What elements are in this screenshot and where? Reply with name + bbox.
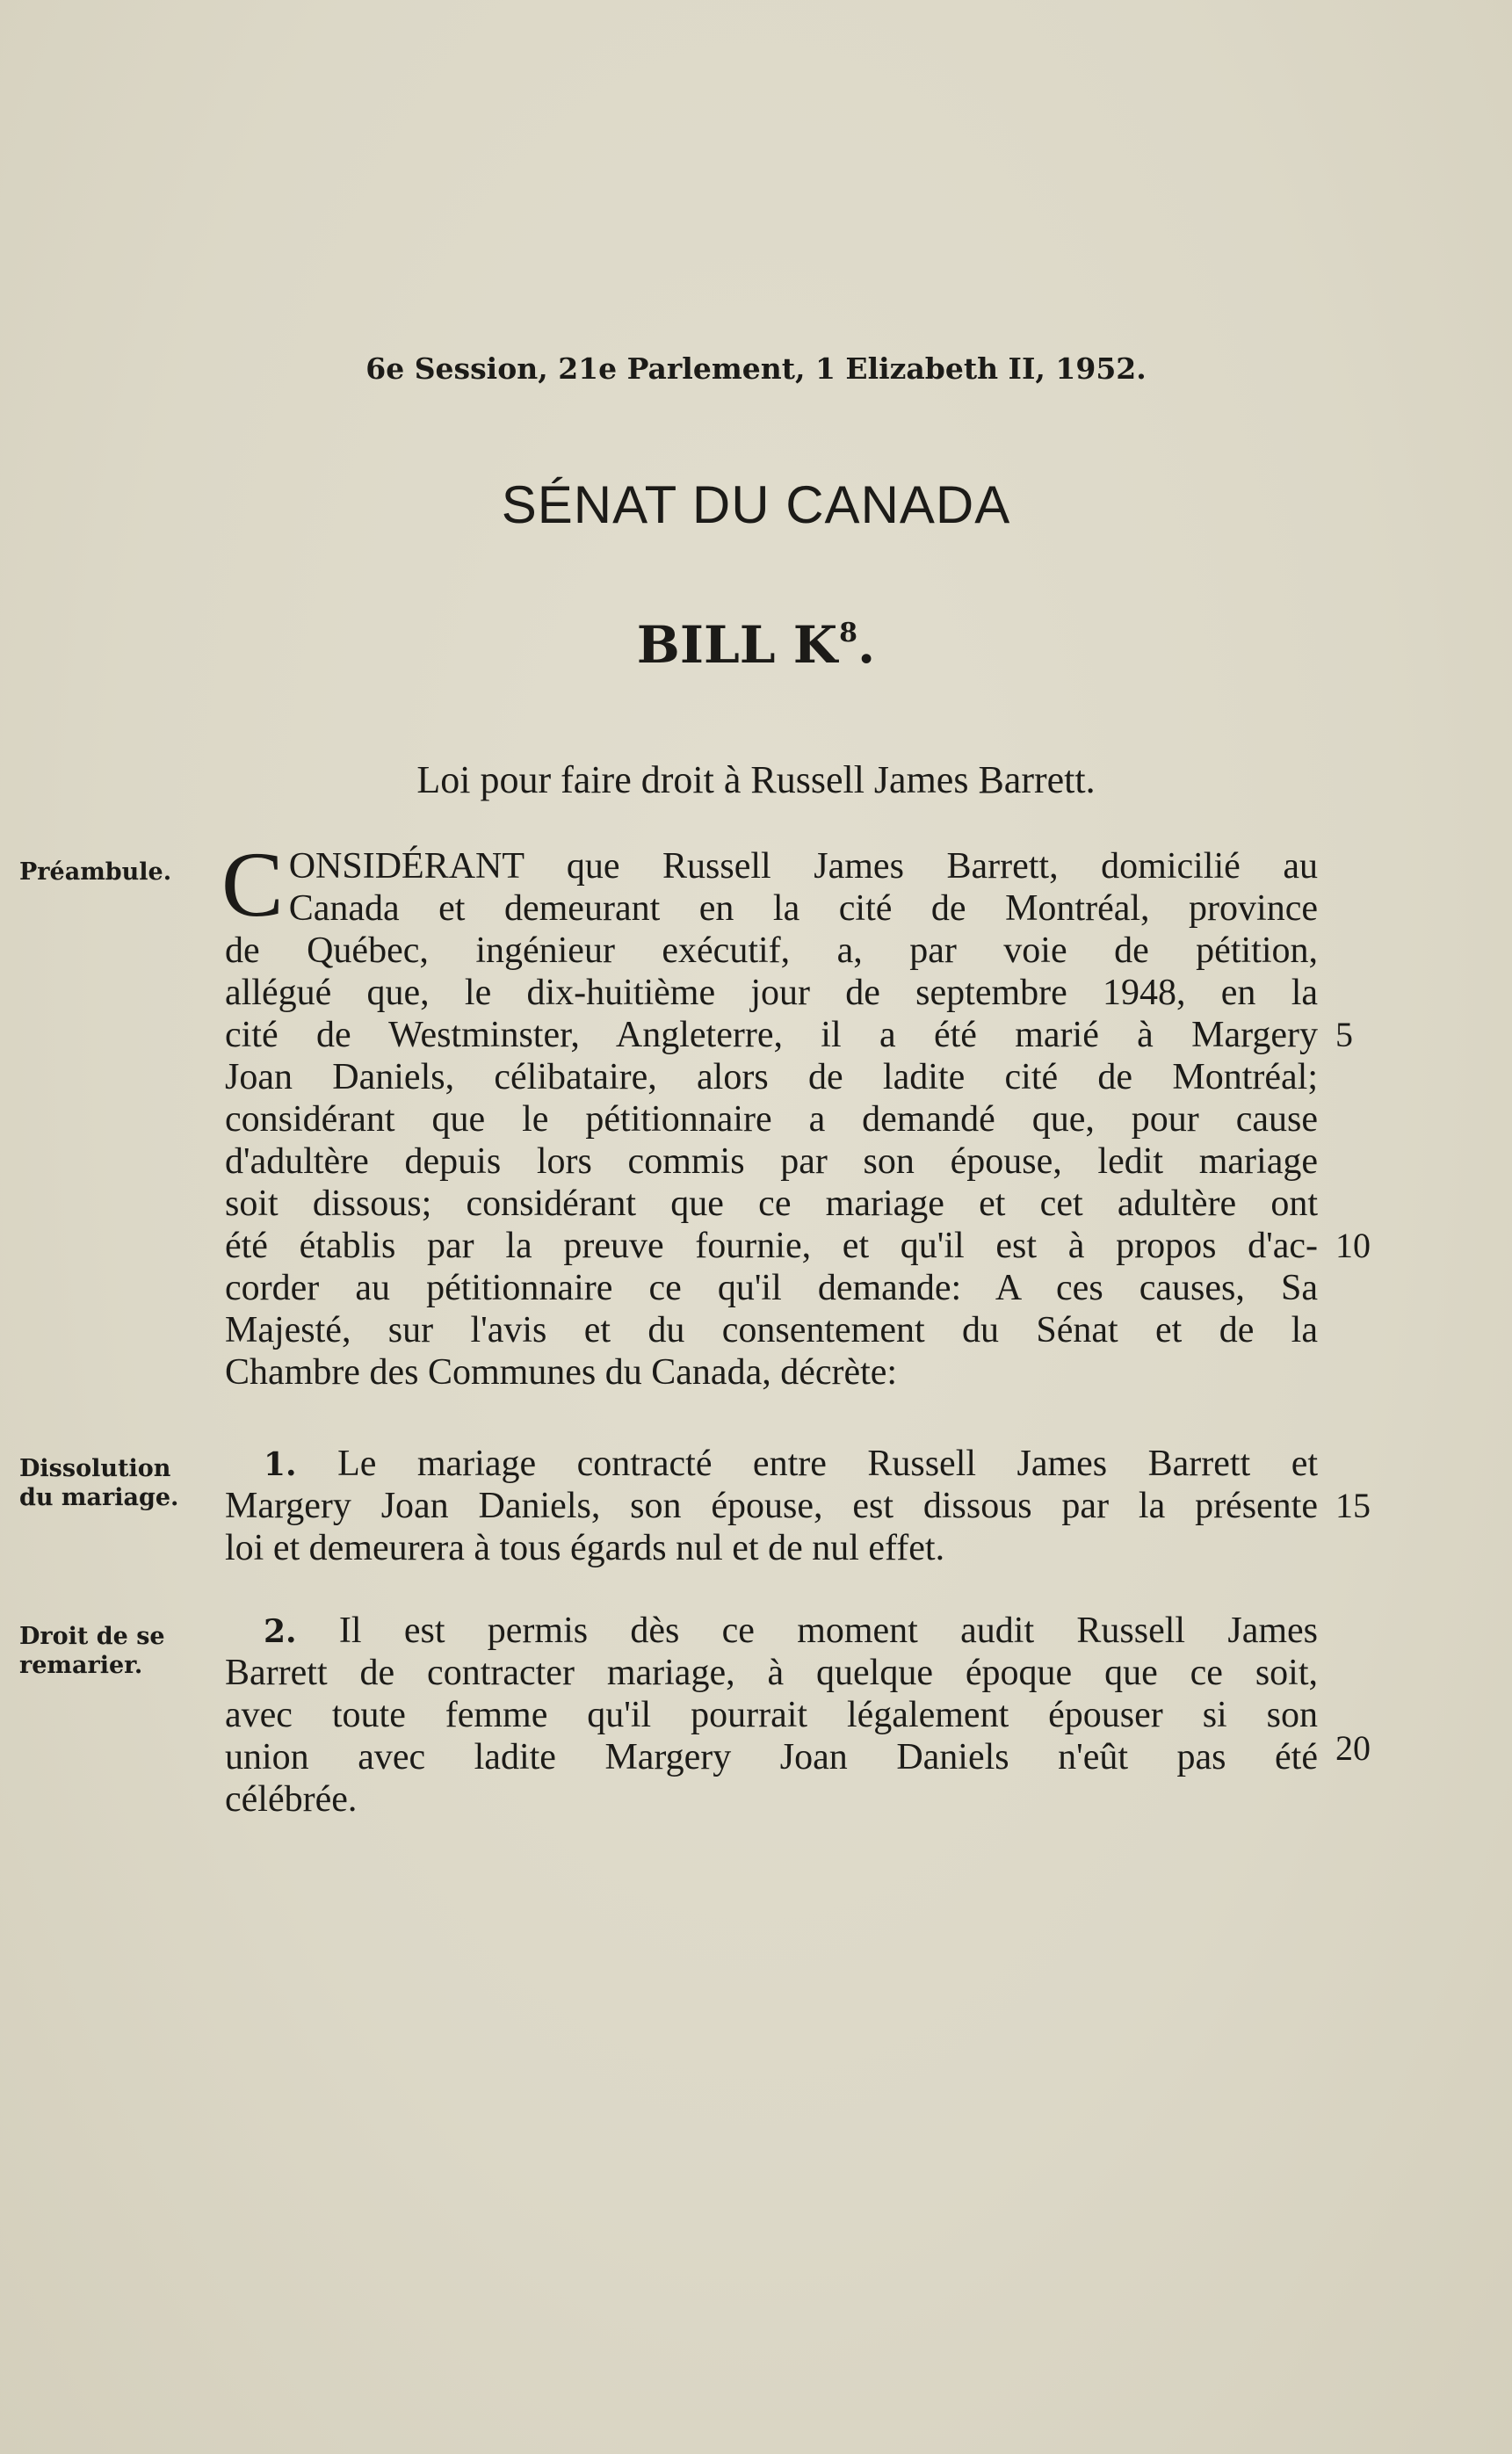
margin-note-line: Dissolution <box>19 1455 171 1482</box>
line-number: 10 <box>1335 1226 1371 1265</box>
margin-note-dissolution <box>19 1454 204 1512</box>
section-1-line: Margery Joan Daniels, son épouse, est dissous par la présente <box>225 1486 1318 1526</box>
bill-title <box>0 615 1512 675</box>
preamble-line: d'adultère depuis lors commis par son épouse, ledit mariage <box>225 1141 1318 1182</box>
bill-superscript: 8 <box>839 618 857 648</box>
preamble-line: Chambre des Communes du Canada, décrète: <box>225 1352 898 1393</box>
line-number: 5 <box>1335 1015 1353 1054</box>
section-1-line <box>264 1443 1318 1486</box>
preamble-line: considérant que le pétitionnaire a demandé que, pour cause <box>225 1099 1318 1140</box>
section-1-line: loi et demeurera à tous égards nul et de nul effet. <box>225 1528 945 1568</box>
section-2-line: célébrée. <box>225 1779 358 1820</box>
preamble-line: Joan Daniels, célibataire, alors de ladite cité de Montréal; <box>225 1057 1318 1097</box>
preamble-line: été établis par la preuve fournie, et qu'il est à propos d'ac- <box>225 1226 1318 1266</box>
bill-prefix: BILL K <box>636 615 838 675</box>
session-header: 6e Session, 21e Parlement, 1 Elizabeth II, 1952. <box>365 351 1147 386</box>
section-2-line: union avec ladite Margery Joan Daniels n'eût pas été <box>225 1737 1318 1777</box>
margin-note-line: Droit de se <box>19 1623 165 1650</box>
bill-long-title: Loi pour faire droit à Russell James Barrett. <box>416 758 1096 801</box>
preamble-line: Majesté, sur l'avis et du consentement du Sénat et de la <box>225 1310 1318 1350</box>
preamble-line: corder au pétitionnaire ce qu'il demande: A ces causes, Sa <box>225 1268 1318 1308</box>
preamble-line: allégué que, le dix-huitième jour de septembre 1948, en la <box>225 973 1318 1013</box>
margin-note-preamble: Préambule. <box>19 858 172 886</box>
margin-note-remarry <box>19 1622 204 1680</box>
section-2-line: avec toute femme qu'il pourrait légalement épouser si son <box>225 1695 1318 1735</box>
section-1-text: Le mariage contracté entre Russell James Barrett et <box>337 1444 1319 1484</box>
preamble-line: de Québec, ingénieur exécutif, a, par voie de pétition, <box>225 930 1318 971</box>
section-2-line: Barrett de contracter mariage, à quelque époque que ce soit, <box>225 1653 1318 1693</box>
preamble-line: cité de Westminster, Angleterre, il a été marié à Margery <box>225 1015 1318 1055</box>
section-number: 2. <box>264 1613 297 1650</box>
section-2-line <box>264 1610 1318 1653</box>
line-number: 15 <box>1335 1486 1371 1525</box>
preamble-line: Canada et demeurant en la cité de Montréal, province <box>288 888 1318 929</box>
margin-note-line: remarier. <box>19 1652 143 1679</box>
section-number: 1. <box>264 1446 297 1483</box>
line-number: 20 <box>1335 1728 1371 1768</box>
preamble-paragraph <box>221 833 1318 936</box>
section-2-text: Il est permis dès ce moment audit Russell James <box>338 1611 1319 1651</box>
bill-suffix: . <box>857 615 876 675</box>
preamble-line: ONSIDÉRANT que Russell James Barrett, domicilié au <box>288 846 1318 887</box>
preamble-line: soit dissous; considérant que ce mariage et cet adultère ont <box>225 1184 1318 1224</box>
margin-note-line: du mariage. <box>19 1484 179 1511</box>
drop-cap: C <box>221 833 284 936</box>
senate-title: SÉNAT DU CANADA <box>501 475 1011 534</box>
